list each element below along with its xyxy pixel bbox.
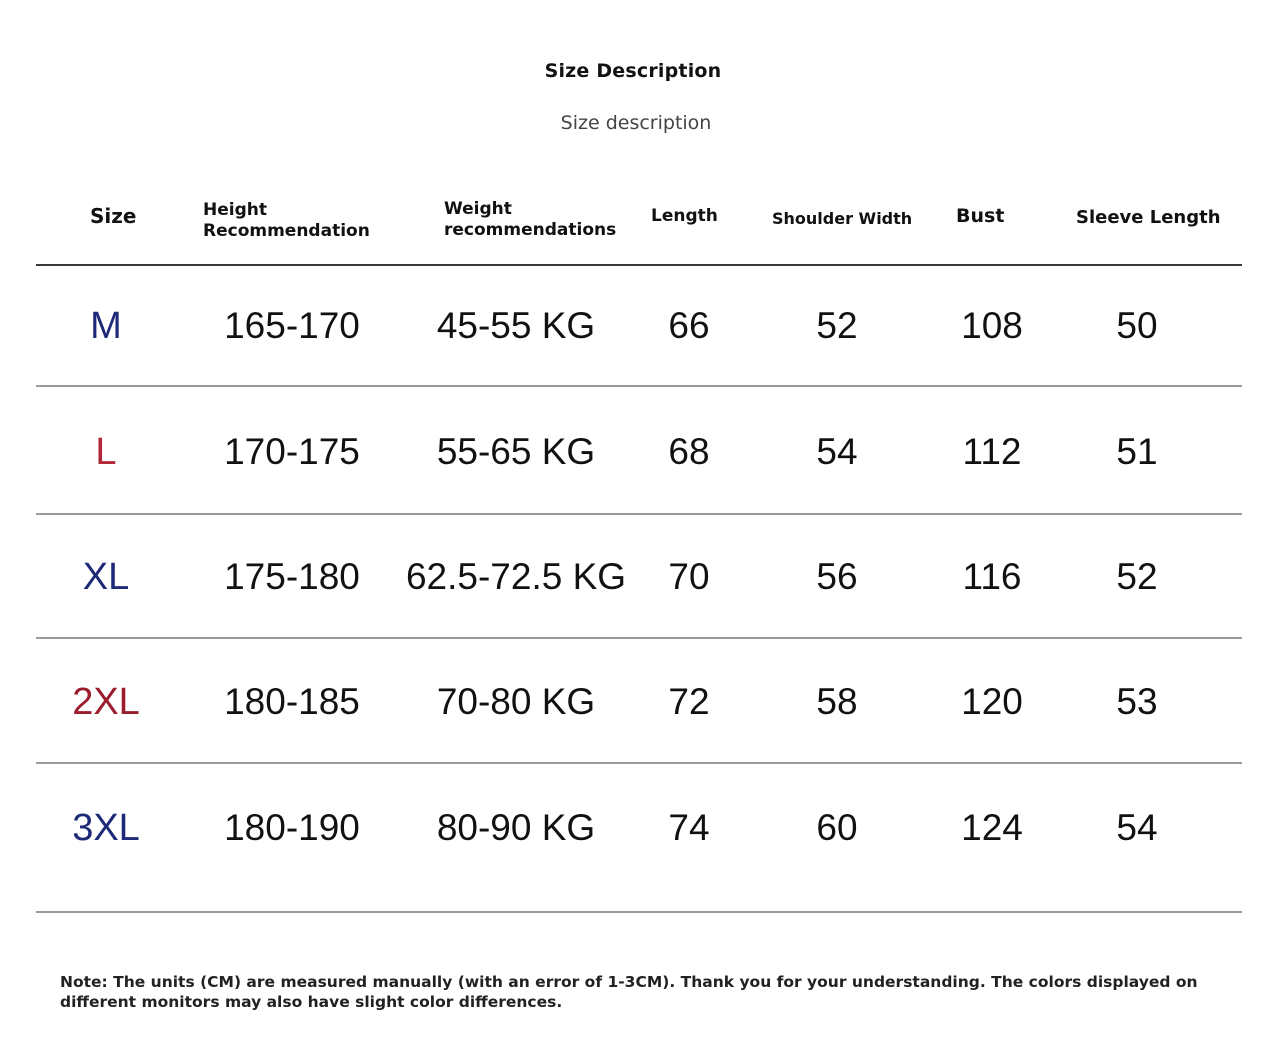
header-shoulder-width: Shoulder Width [772,209,913,228]
header-sleeve-length: Sleeve Length [1076,207,1221,228]
cell-height: 175-180 [224,556,360,597]
header-size: Size [90,204,137,228]
cell-size: 3XL [72,807,140,849]
header-weight [444,199,616,241]
cell-shoulder: 56 [816,556,858,597]
header-height [203,200,370,242]
cell-bust: 120 [961,681,1023,722]
cell-sleeve: 53 [1116,681,1158,722]
cell-height: 180-190 [224,807,360,848]
header-height-line1: Height [203,200,267,220]
cell-height: 165-170 [224,305,360,346]
cell-bust: 108 [961,305,1023,346]
header-weight-line2: recommendations [444,220,617,240]
header-height-line2: Recommendation [203,221,370,241]
cell-sleeve: 50 [1116,305,1158,346]
row-divider [36,637,1242,639]
page-title: Size Description [544,60,722,82]
cell-sleeve: 52 [1116,556,1158,597]
cell-shoulder: 60 [816,807,858,848]
cell-weight: 55-65 KG [436,431,596,472]
row-divider [36,762,1242,764]
page-subtitle: Size description [560,112,712,134]
cell-weight: 80-90 KG [436,807,596,848]
cell-sleeve: 51 [1116,431,1158,472]
cell-size: 2XL [72,681,140,723]
measurement-note: Note: The units (CM) are measured manually (with an error of 1-3CM). Thank you for your understanding. The colors displayed on different monitors may also have slight color differences. [60,973,1198,1011]
cell-weight: 70-80 KG [436,681,596,722]
cell-bust: 112 [962,431,1022,472]
cell-length: 68 [668,431,710,472]
cell-bust: 124 [961,807,1023,848]
cell-height: 170-175 [224,431,360,472]
row-divider [36,513,1242,515]
cell-bust: 116 [962,556,1022,597]
cell-length: 70 [668,556,710,597]
cell-weight: 62.5-72.5 KG [405,556,627,597]
row-divider [36,911,1242,913]
header-bust: Bust [956,205,1005,227]
cell-size: XL [82,556,130,598]
cell-length: 72 [668,681,710,722]
header-divider [36,264,1242,266]
cell-shoulder: 54 [816,431,858,472]
cell-sleeve: 54 [1116,807,1158,848]
cell-weight: 45-55 KG [436,305,596,346]
cell-height: 180-185 [224,681,360,722]
header-length: Length [651,206,718,226]
cell-size: L [95,431,117,473]
cell-shoulder: 58 [816,681,858,722]
row-divider [36,385,1242,387]
cell-length: 66 [668,305,710,346]
cell-size: M [90,305,122,347]
cell-shoulder: 52 [816,305,858,346]
cell-length: 74 [668,807,710,848]
header-weight-line1: Weight [444,199,512,219]
